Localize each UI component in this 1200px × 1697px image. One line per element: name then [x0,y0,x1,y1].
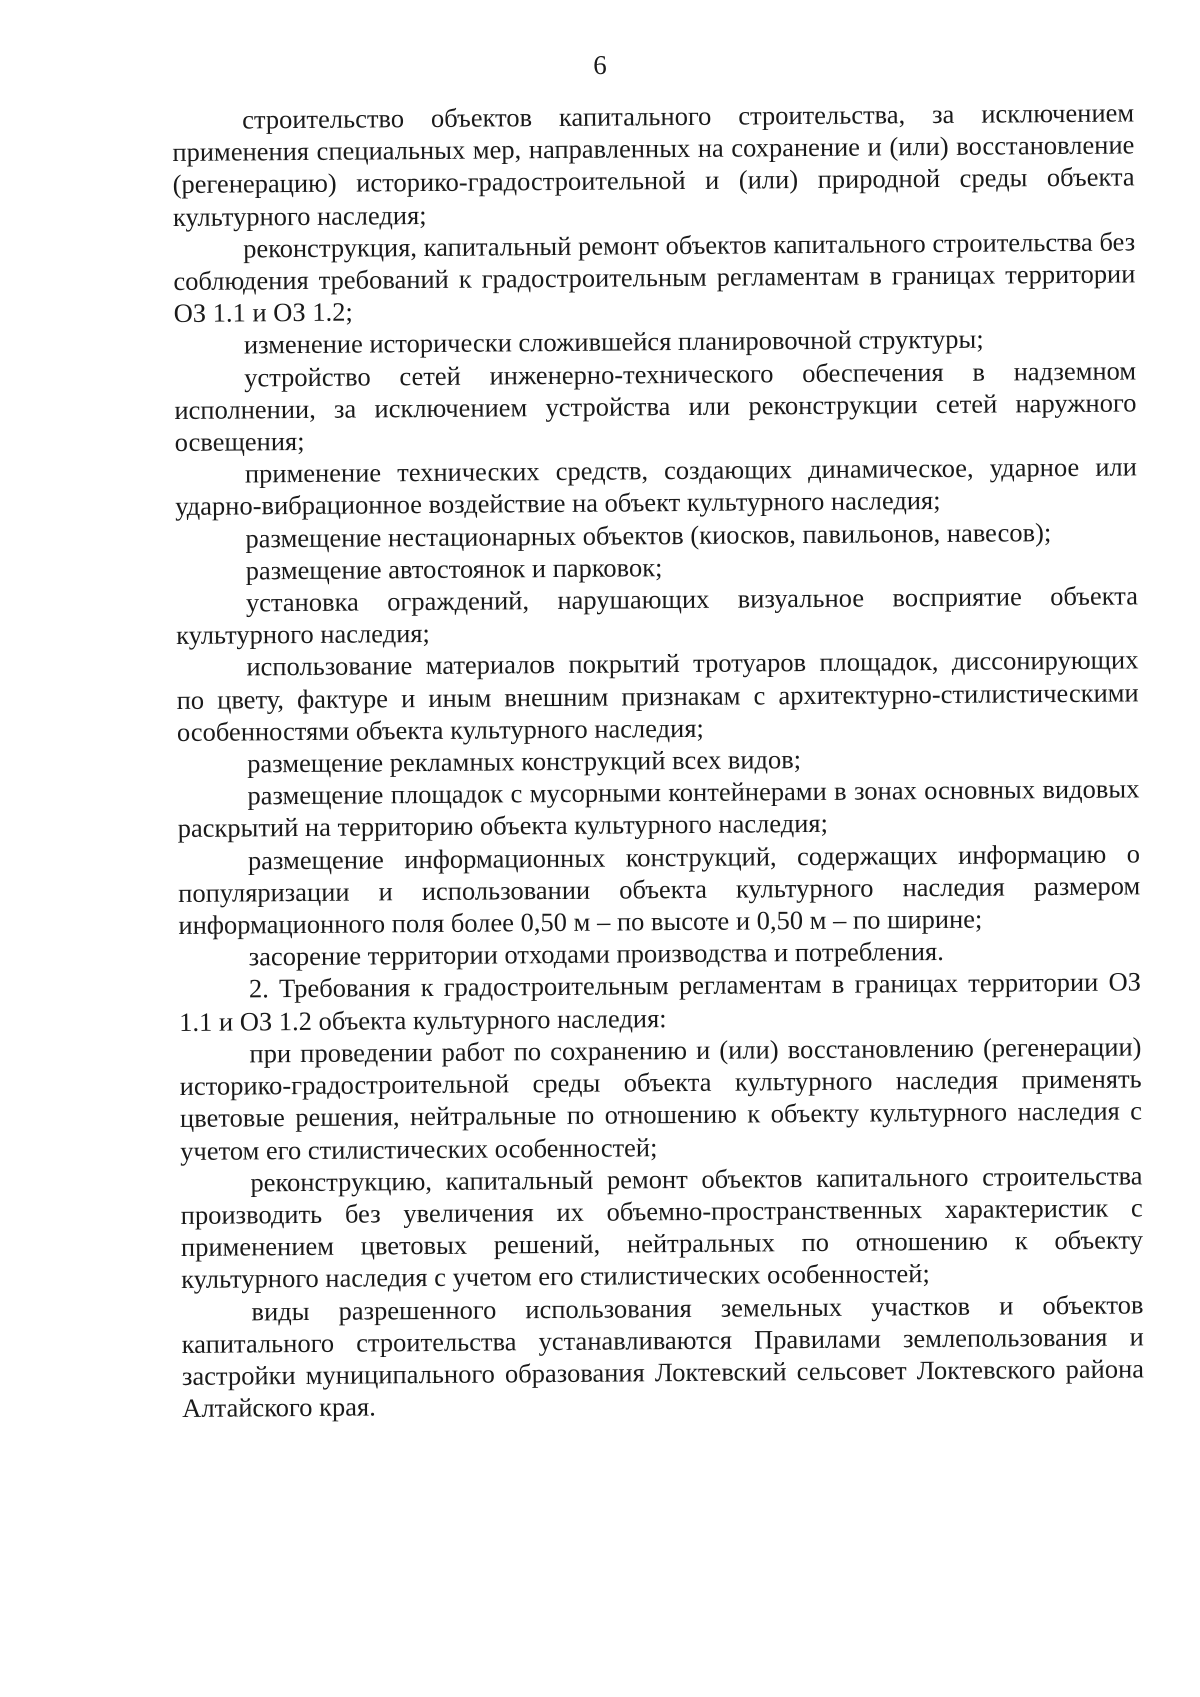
paragraph: изменение исторически сложившейся планировочной структуры; [243,324,984,360]
paragraph: засорение территории отходами производства и потребления. [248,936,944,972]
paragraph: размещение нестационарных объектов (киосков, павильонов, навесов); [245,516,1052,554]
paragraph: устройство сетей инженерно-технического обеспечения в надземном исполнении, за исключением устройства или реконструкции сетей наружного освещения; [174,355,1137,458]
paragraph: виды разрешенного использования земельных участков и объектов капитального строительства устанавливаются Правилами землепользования и застройки муниципального образования Локтевский сельсовет Локтевского района Алтайского края. [181,1288,1145,1424]
paragraph: размещение автостоянок и парковок; [245,552,663,586]
paragraph: реконструкция, капитальный ремонт объектов капитального строительства без соблюдения требований к градостроительным регламентам в границах территории ОЗ 1.1 и ОЗ 1.2; [173,226,1136,329]
paragraph: при проведении работ по сохранению и (или) восстановлению (регенерации) историко-градостроительной среды объекта культурного наследия применять цветовые решения, нейтральные по отношению к объекту культурного наследия с учетом его стилистических особенностей; [179,1031,1143,1166]
paragraph: строительство объектов капитального строительства, за исключением применения специальных мер, направленных на сохранение и (или) восстановление (регенерацию) историко-градостроительной и (или) природной среды объекта культурного наследия; [172,97,1135,232]
paragraph: размещение площадок с мусорными контейнерами в зонах основных видовых раскрытий на территорию объекта культурного наследия; [177,773,1140,844]
paragraph: применение технических средств, создающих динамическое, ударное или ударно-вибрационное воздействие на объект культурного наследия; [175,451,1137,522]
paragraph: размещение информационных конструкций, содержащих информацию о популяризации и использовании объекта культурного наследия размером информационного поля более 0,50 м – по высоте и 0,50 м – по ширине; [178,838,1141,941]
page-number: 6 [593,50,607,80]
paragraph: установка ограждений, нарушающих визуальное восприятие объекта культурного наследия; [176,580,1139,651]
paragraph: размещение рекламных конструкций всех видов; [247,744,802,779]
paragraph: реконструкцию, капитальный ремонт объектов капитального строительства производить без увеличения их объемно-пространственных характеристик с применением цветовых решений, нейтральных по отношению к объекту культурного наследия с учетом его стилистических особенностей; [180,1160,1144,1295]
document-body [172,96,1144,1424]
paragraph: использование материалов покрытий тротуаров площадок, диссонирующих по цвету, фактуре и иным внешним признакам с архитектурно-стилистическими особенностями объекта культурного наследия; [176,644,1139,747]
section-heading-paragraph: 2. Требования к градостроительным регламентам в границах территории ОЗ 1.1 и ОЗ 1.2 объекта культурного наследия: [179,966,1142,1037]
